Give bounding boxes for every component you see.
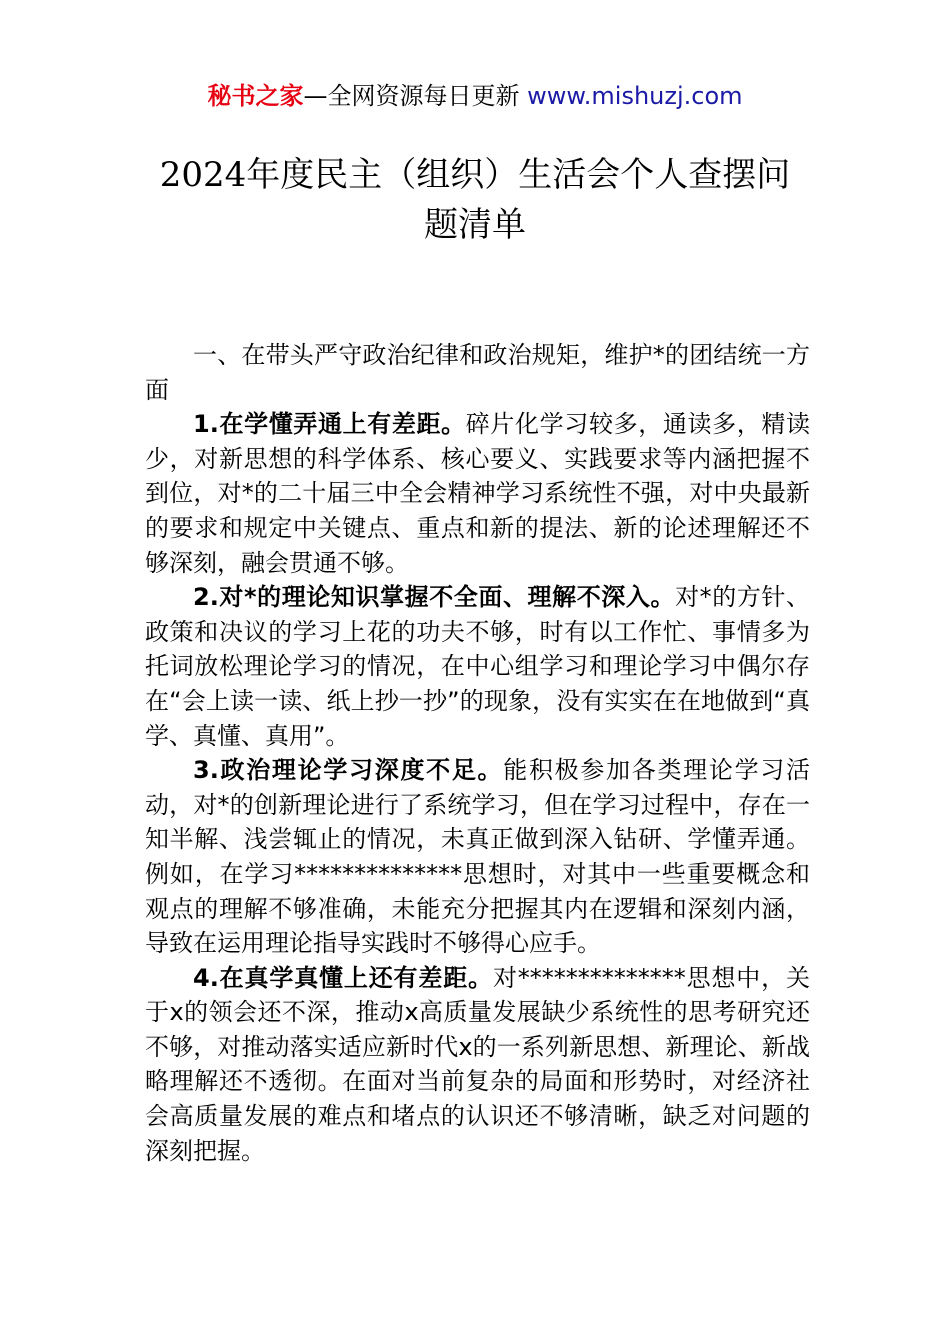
item-text: 碎片化学习较多，通读多，精读少，对新思想的科学体系、核心要义、实践要求等内涵把握不到位，对*的二十届三中全会精神学习系统性不强，对中央最新的要求和规定中关键点、重点和新的提法、新的论述理解还不够深刻，融会贯通不够。 xyxy=(145,410,810,577)
item-lead: 2.对*的理论知识掌握不全面、理解不深入。 xyxy=(193,583,676,612)
list-item xyxy=(145,961,810,1169)
item-lead: 1.在学懂弄通上有差距。 xyxy=(193,410,466,439)
title-year: 2024 xyxy=(159,155,247,195)
document-body xyxy=(145,338,810,1168)
section-heading: 一、在带头严守政治纪律和政治规矩，维护*的团结统一方面 xyxy=(145,341,810,404)
list-item xyxy=(145,580,810,753)
list-item xyxy=(145,753,810,961)
title-line2: 题清单 xyxy=(424,205,526,245)
item-text: 能积极参加各类理论学习活动，对*的创新理论进行了系统学习，但在学习过程中，存在一知半解、浅尝辄止的情况，未真正做到深入钻研、学懂弄通。例如，在学习**************思想时，对其中一些重要概念和观点的理解不够准确，未能充分把握其内在逻辑和深刻内涵，导致在运用理论指导实践时不够得心应手。 xyxy=(145,756,810,958)
document-title xyxy=(145,150,805,250)
header-tagline: —全网资源每日更新 xyxy=(303,82,520,110)
list-item xyxy=(145,407,810,580)
item-text: 对**************思想中，关于x的领会还不深，推动x高质量发展缺少系统性的思考研究还不够，对推动落实适应新时代x的一系列新思想、新理论、新战略理解还不透彻。在面对当前复杂的局面和形势时，对经济社会高质量发展的难点和堵点的认识还不够清晰，缺乏对问题的深刻把握。 xyxy=(145,963,810,1165)
item-lead: 3.政治理论学习深度不足。 xyxy=(193,756,504,785)
site-header xyxy=(0,80,950,112)
brand-name: 秘书之家 xyxy=(207,82,304,110)
item-text: 对*的方针、政策和决议的学习上花的功夫不够，时有以工作忙、事情多为托词放松理论学习的情况，在中心组学习和理论学习中偶尔存在“会上读一读、纸上抄一抄”的现象，没有实实在在地做到“真学、真懂、真用”。 xyxy=(145,583,811,750)
item-lead: 4.在真学真懂上还有差距。 xyxy=(193,963,493,992)
site-url-link[interactable]: www.mishuzj.com xyxy=(527,82,743,110)
title-line1: 年度民主（组织）生活会个人查摆问 xyxy=(246,155,791,195)
